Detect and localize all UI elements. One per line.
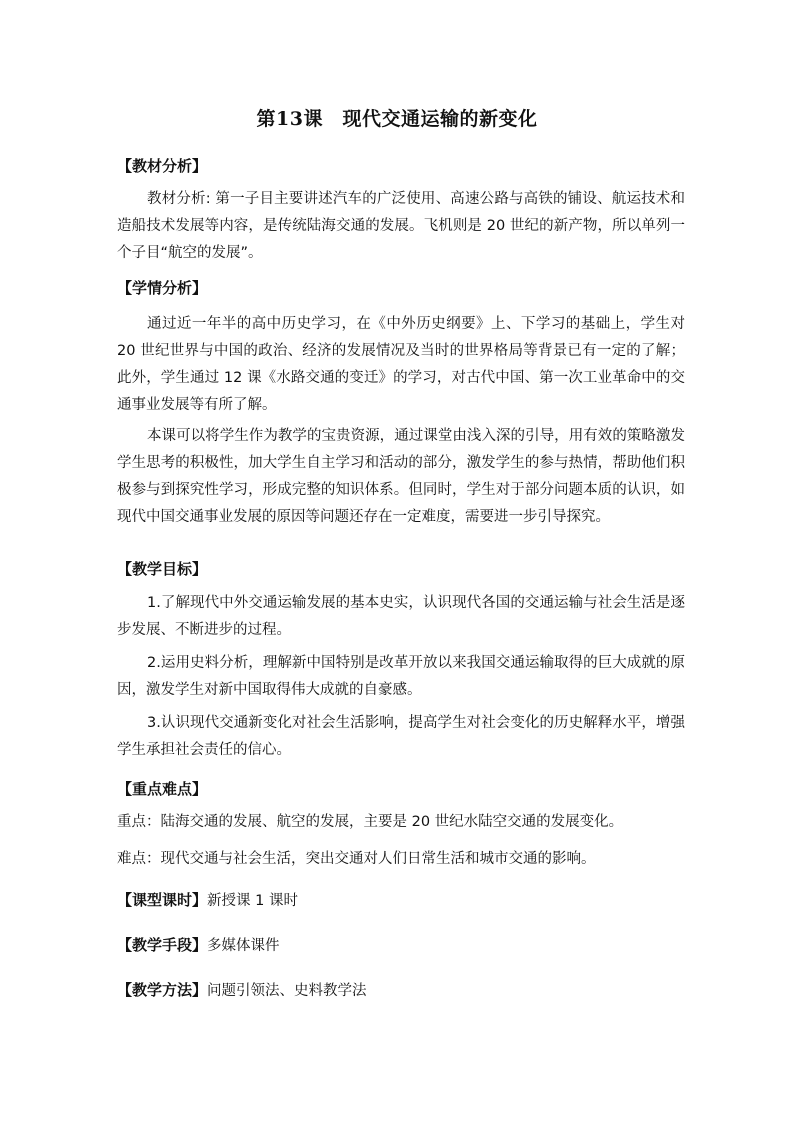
section-heading-key-points: 【重点难点】 bbox=[117, 780, 208, 798]
teaching-method-value: 问题引领法、史料教学法 bbox=[207, 983, 367, 999]
section-heading-goals: 【教学目标】 bbox=[117, 560, 208, 578]
teaching-means-line bbox=[117, 932, 697, 960]
teaching-means-value: 多媒体课件 bbox=[207, 938, 280, 954]
teaching-method-heading: 【教学方法】 bbox=[117, 981, 208, 999]
page-title: 第13课 现代交通运输的新变化 bbox=[256, 108, 538, 130]
section-heading-textbook: 【教材分析】 bbox=[117, 157, 208, 175]
key-point-difficulty: 难点：现代交通与社会生活，突出交通对人们日常生活和城市交通的影响。 bbox=[117, 851, 596, 867]
lesson-type-heading: 【课型课时】 bbox=[117, 891, 208, 909]
textbook-analysis-paragraph: 教材分析: 第一子目主要讲述汽车的广泛使用、高速公路与高铁的铺设、航运技术和造船技术发展等内容，是传统陆海交通的发展。飞机则是 20 世纪的新产物，所以单列一个子目“航空的发展”。 bbox=[117, 191, 685, 261]
lesson-type-line bbox=[117, 887, 697, 915]
student-analysis-paragraph-2: 本课可以将学生作为教学的宝贵资源，通过课堂由浅入深的引导，用有效的策略激发学生思考的积极性，加大学生自主学习和活动的部分，激发学生的参与热情，帮助他们积极参与到探究性学习，形成完整的知识体系。但同时，学生对于部分问题本质的认识，如现代中国交通事业发展的原因等问题还存在一定难度，需要进一步引导探究。 bbox=[117, 428, 685, 525]
section-heading-students: 【学情分析】 bbox=[117, 279, 208, 297]
goal-item-2: 2.运用史料分析，理解新中国特别是改革开放以来我国交通运输取得的巨大成就的原因，激发学生对新中国取得伟大成就的自豪感。 bbox=[117, 655, 685, 698]
teaching-method-line bbox=[117, 977, 697, 1005]
lesson-type-value: 新授课 1 课时 bbox=[207, 893, 298, 909]
goal-item-3: 3.认识现代交通新变化对社会生活影响，提高学生对社会变化的历史解释水平，增强学生承担社会责任的信心。 bbox=[117, 715, 685, 758]
key-point-focus: 重点：陆海交通的发展、航空的发展，主要是 20 世纪水陆空交通的发展变化。 bbox=[117, 814, 624, 830]
goal-item-1: 1.了解现代中外交通运输发展的基本史实，认识现代各国的交通运输与社会生活是逐步发展、不断进步的过程。 bbox=[117, 595, 685, 638]
teaching-means-heading: 【教学手段】 bbox=[117, 936, 208, 954]
student-analysis-paragraph-1: 通过近一年半的高中历史学习，在《中外历史纲要》上、下学习的基础上，学生对 20 世纪世界与中国的政治、经济的发展情况及当时的世界格局等背景已有一定的了解；此外，学生通过 12 课《水路交通的变迁》的学习，对古代中国、第一次工业革命中的交通事业发展等有所了解。 bbox=[117, 316, 685, 413]
